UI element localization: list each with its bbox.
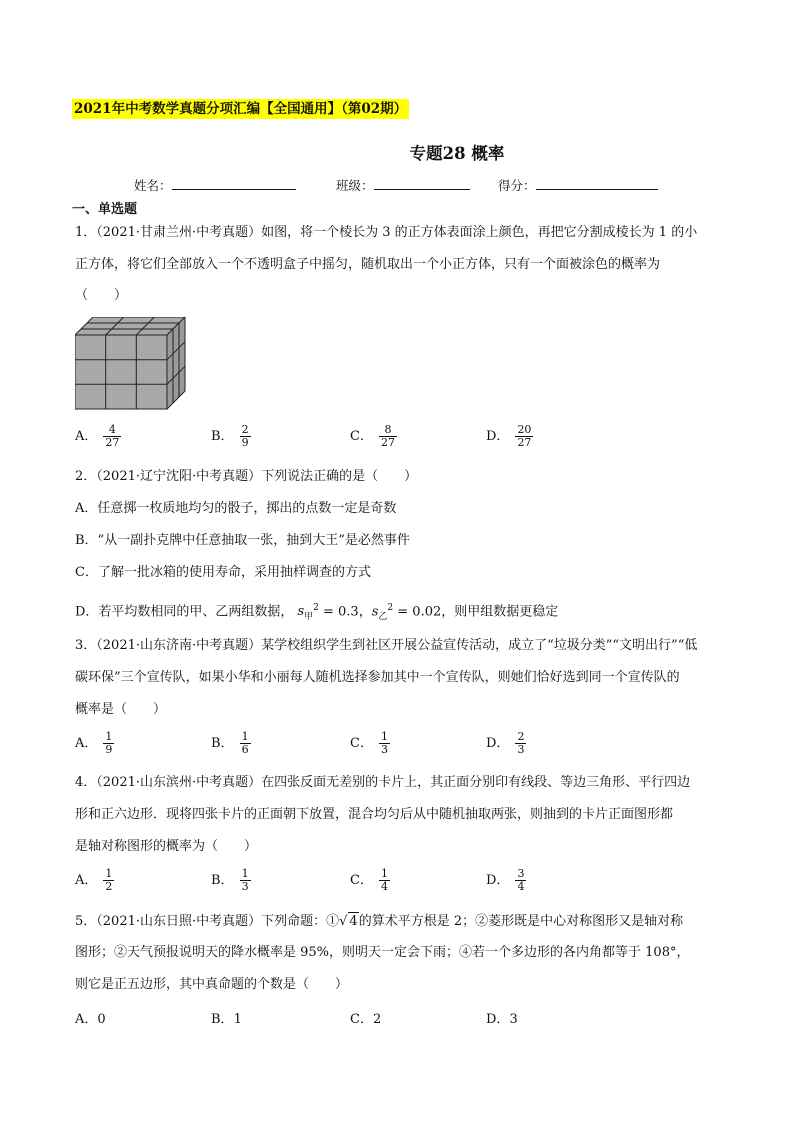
- q1-option-c[interactable]: C． $\frac{8}{27}$: [350, 423, 395, 449]
- name-label: 姓名：: [134, 178, 172, 193]
- class-blank[interactable]: [374, 177, 470, 190]
- q5-line-3: 则它是正五边形，其中真命题的个数是（ ）: [75, 977, 349, 992]
- q1-option-d[interactable]: D． $\frac{20}{27}$: [486, 423, 532, 449]
- q5-option-d[interactable]: D．3: [486, 1012, 518, 1027]
- collection-banner: 2021年中考数学真题分项汇编【全国通用】（第02期）: [74, 101, 408, 117]
- class-field: [336, 176, 470, 194]
- q5-line-2: 图形；②天气预报说明天的降水概率是 95%，则明天一定会下雨；④若一个多边形的各内角都等于 108°，: [75, 945, 690, 960]
- q5-option-c[interactable]: C．2: [350, 1012, 382, 1027]
- q3-option-c[interactable]: C． $\frac{1}{3}$: [350, 730, 388, 756]
- q2-option-d[interactable]: D．若平均数相同的甲、乙两组数据， $s_甲^2 = 0.3$，$s_乙^2 = 0.02$，则甲组数据更稳定: [75, 603, 559, 622]
- sqrt-symbol: √: [339, 914, 348, 929]
- q4-option-c[interactable]: C． $\frac{1}{4}$: [350, 867, 388, 893]
- q1-line-3: （ ）: [75, 288, 128, 303]
- page-title: 专题28 概率: [409, 144, 505, 163]
- q1-line-2: 正方体，将它们全部放入一个不透明盒子中摇匀，随机取出一个小正方体，只有一个面被涂色的概率为: [75, 257, 661, 272]
- score-blank[interactable]: [536, 177, 658, 190]
- q1-line-1: 1．（2021·甘肃兰州·中考真题）如图，将一个棱长为 3 的正方体表面涂上颜色，再把它分割成棱长为 1 的小: [75, 225, 698, 240]
- q3-option-a[interactable]: A． $\frac{1}{9}$: [75, 730, 113, 756]
- q1-option-a[interactable]: A． $\frac{4}{27}$: [75, 423, 120, 449]
- q4-option-b[interactable]: B． $\frac{1}{3}$: [211, 867, 249, 893]
- q2-option-b[interactable]: B．“从一副扑克牌中任意抽取一张，抽到大王”是必然事件: [75, 533, 410, 548]
- cube-top-face: [75, 317, 185, 335]
- name-blank[interactable]: [172, 177, 296, 190]
- score-label: 得分：: [498, 178, 536, 193]
- q4-line-3: 是轴对称图形的概率为（ ）: [75, 839, 258, 854]
- q1-option-b[interactable]: B． $\frac{2}{9}$: [211, 423, 249, 449]
- q2-option-c[interactable]: C．了解一批冰箱的使用寿命，采用抽样调查的方式: [75, 565, 371, 580]
- score-field: [498, 176, 658, 194]
- q3-line-3: 概率是（ ）: [75, 702, 167, 717]
- cube-front-face: [75, 335, 167, 409]
- q3-line-2: 碳环保”三个宣传队，如果小华和小丽每人随机选择参加其中一个宣传队，则她们恰好选到同一个宣传队的: [75, 670, 680, 685]
- q3-line-1: 3．（2021·山东济南·中考真题）某学校组织学生到社区开展公益宣传活动，成立了“垃圾分类”“文明出行”“低: [75, 638, 698, 653]
- q5-option-a[interactable]: A．0: [75, 1012, 106, 1027]
- q2-stem: 2．（2021·辽宁沈阳·中考真题）下列说法正确的是（ ）: [75, 469, 418, 484]
- q3-option-d[interactable]: D． $\frac{2}{3}$: [486, 730, 525, 756]
- q4-line-2: 形和正六边形．现将四张卡片的正面朝下放置，混合均匀后从中随机抽取两张，则抽到的卡片正面图形都: [75, 807, 674, 822]
- q5-line-1: 5．（2021·山东日照·中考真题）下列命题：①√ 4的算术平方根是 2；②菱形既是中心对称图形又是轴对称: [75, 914, 684, 929]
- q4-option-a[interactable]: A． $\frac{1}{2}$: [75, 867, 113, 893]
- class-label: 班级：: [336, 178, 374, 193]
- q3-option-b[interactable]: B． $\frac{1}{6}$: [211, 730, 249, 756]
- q4-line-1: 4．（2021·山东滨州·中考真题）在四张反面无差别的卡片上，其正面分别印有线段、等边三角形、平行四边: [75, 775, 691, 790]
- q2-option-a[interactable]: A．任意掷一枚质地均匀的骰子，掷出的点数一定是奇数: [75, 501, 397, 516]
- name-field: [134, 176, 296, 194]
- cube-figure: [75, 317, 187, 411]
- q4-option-d[interactable]: D． $\frac{3}{4}$: [486, 867, 525, 893]
- section-heading: 一、单选题: [72, 202, 138, 217]
- q5-option-b[interactable]: B．1: [211, 1012, 242, 1027]
